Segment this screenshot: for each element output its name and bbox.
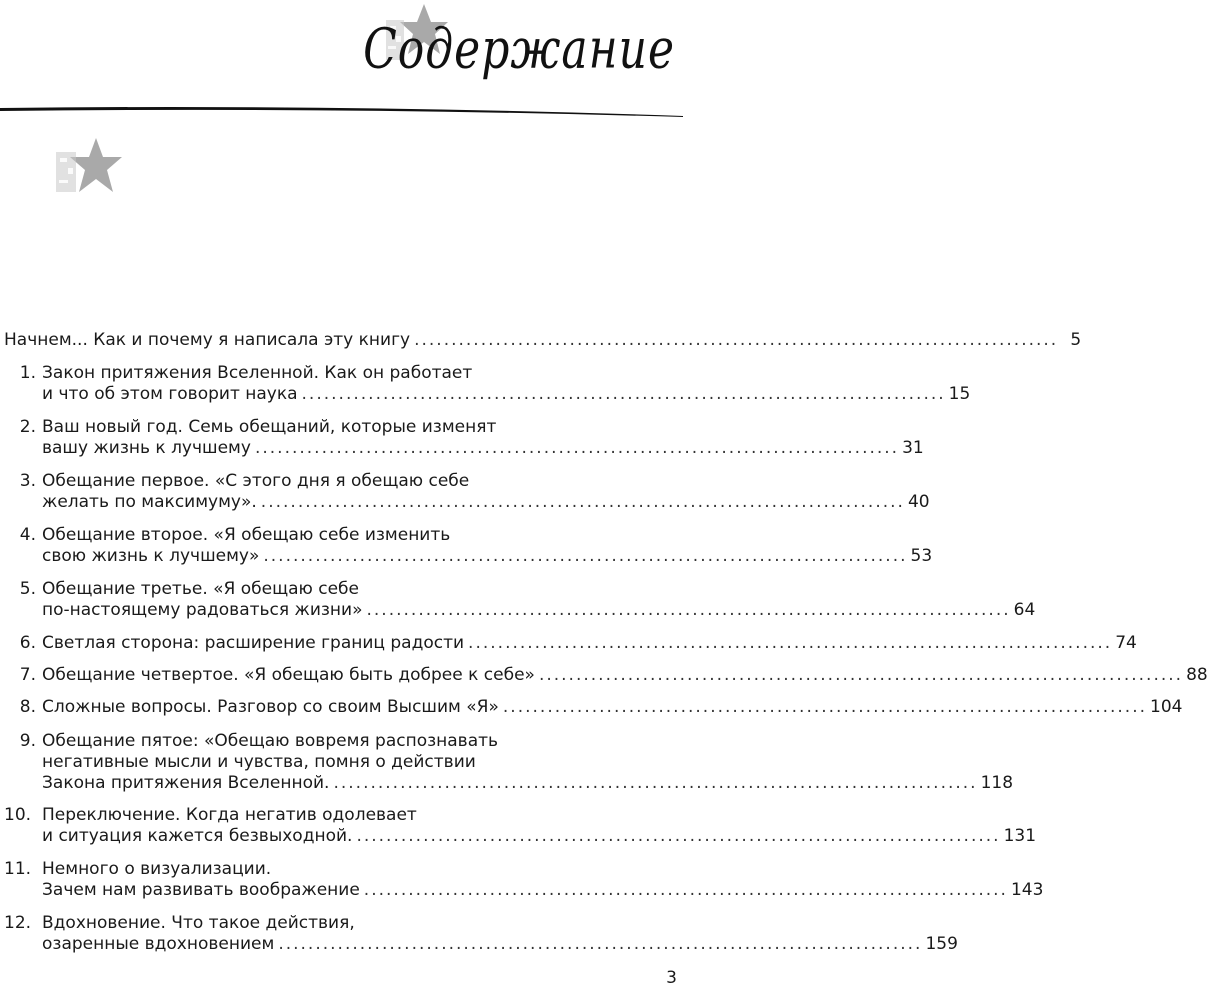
toc-entry-title: по-настоящему радоваться жизни» (42, 600, 363, 620)
toc-entry-page: 74 (1115, 633, 1137, 653)
toc-entry-page: 40 (907, 492, 930, 512)
toc-entry-title: и что об этом говорит наука (42, 384, 298, 404)
dot-leader: ....................................................................................... (366, 600, 1011, 620)
toc-entry-number: 11. (4, 859, 32, 879)
toc-entry-title: желать по максимуму». (42, 492, 257, 512)
toc-entry-title: Обещание третье. «Я обещаю себе (42, 579, 359, 599)
toc-entry-title: Обещание пятое: «Обещаю вовремя распознавать (42, 731, 499, 751)
toc-entry-title: и ситуация кажется безвыходной. (42, 826, 353, 846)
toc-entry-number: 1. (19, 363, 36, 383)
toc-entry-title: Вдохновение. Что такое действия, (42, 913, 355, 933)
toc-entry-number: 8. (19, 697, 36, 717)
toc-entry-number: 9. (19, 731, 36, 751)
toc-entry-title: Начнем... Как и почему я написала эту книгу (4, 330, 411, 350)
toc-entry-title: Немного о визуализации. (42, 859, 272, 879)
dot-leader: ....................................................................................... (502, 697, 1148, 717)
toc-entry-title: негативные мысли и чувства, помня о действии (42, 752, 476, 772)
toc-entry-number: 6. (19, 633, 36, 653)
toc-entry-title: Зачем нам развивать воображение (42, 880, 360, 900)
toc-entry-page: 104 (1150, 697, 1183, 717)
toc-entry-page: 131 (1003, 826, 1037, 846)
page-title: Содержание (363, 17, 675, 81)
toc-entry-number: 10. (4, 805, 32, 825)
toc-entry-title: Закон притяжения Вселенной. Как он работает (42, 363, 473, 383)
page-number: 3 (666, 968, 677, 988)
toc-entry-title: Ваш новый год. Семь обещаний, которые изменят (42, 417, 497, 437)
toc-entry-number: 3. (19, 471, 36, 491)
toc-entry-page: 118 (980, 773, 1014, 793)
toc-entry-title: Переключение. Когда негатив одолевает (42, 805, 417, 825)
star-icon (56, 136, 122, 196)
dot-leader: ....................................................................................... (363, 880, 1008, 900)
dot-leader: ....................................................................................... (301, 384, 946, 404)
toc-entry-title: свою жизнь к лучшему» (42, 546, 260, 566)
dot-leader: ....................................................................................... (468, 633, 1113, 653)
toc-entry-title: Сложные вопросы. Разговор со своим Высшим «Я» (42, 697, 499, 717)
toc-entry-page: 5 (1070, 330, 1082, 350)
dot-leader: ....................................................................................... (538, 665, 1184, 685)
dot-leader: ....................................................................................... (260, 492, 905, 512)
toc-entry-number: 12. (4, 913, 32, 933)
toc-entry-page: 53 (910, 546, 933, 566)
toc-entry-page: 88 (1186, 665, 1208, 685)
toc-entry-page: 143 (1010, 880, 1044, 900)
toc-entry-title: Обещание второе. «Я обещаю себе изменить (42, 525, 451, 545)
toc-entry-title: Светлая сторона: расширение границ радости (42, 633, 465, 653)
toc-entry-number: 5. (19, 579, 36, 599)
toc-entry-title: Обещание первое. «С этого дня я обещаю себе (42, 471, 470, 491)
dot-leader: ....................................................................................... (414, 330, 1059, 350)
toc-entry-page: 31 (902, 438, 924, 458)
header-divider (0, 96, 683, 126)
dot-leader: ....................................................................................... (333, 773, 978, 793)
toc-entry-title: вашу жизнь к лучшему (42, 438, 251, 458)
toc-entry-title: Закона притяжения Вселенной. (42, 773, 330, 793)
toc-entry-number: 7. (19, 665, 36, 685)
dot-leader: ....................................................................................... (278, 934, 923, 954)
toc-entry-page: 15 (948, 384, 971, 404)
toc-entry-number: 4. (19, 525, 36, 545)
dot-leader: ....................................................................................... (254, 438, 900, 458)
toc-entry-number: 2. (19, 417, 36, 437)
toc-entry-title: Обещание четвертое. «Я обещаю быть добрее к себе» (42, 665, 535, 685)
dot-leader: ....................................................................................... (356, 826, 1001, 846)
toc-entry-page: 64 (1013, 600, 1036, 620)
toc-entry-title: озаренные вдохновением (42, 934, 275, 954)
dot-leader: ....................................................................................... (263, 546, 908, 566)
toc-entry-page: 159 (925, 934, 958, 954)
